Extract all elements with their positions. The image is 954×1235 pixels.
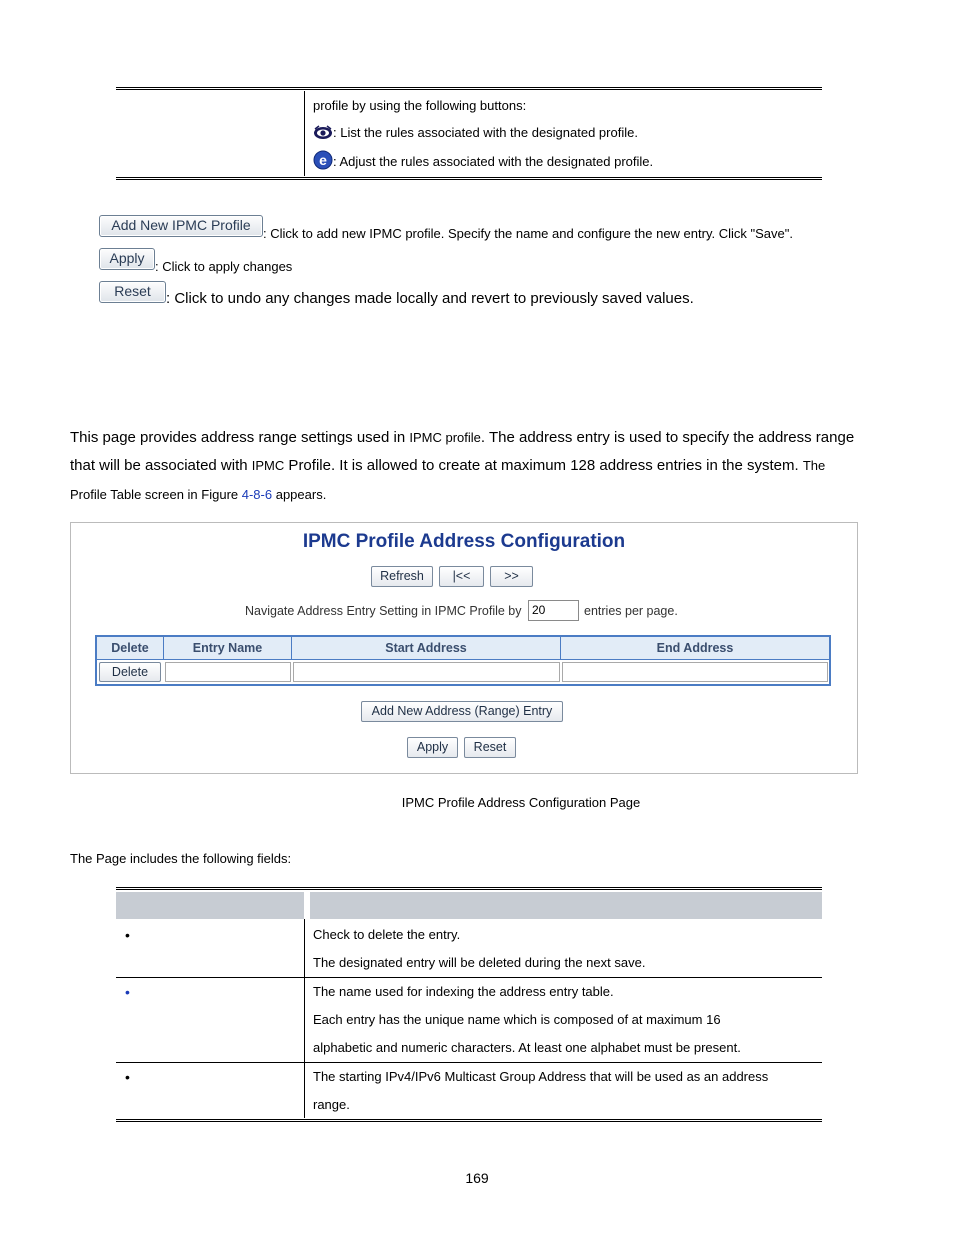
page-number: 169 bbox=[465, 1170, 489, 1186]
apply-button-image: Apply bbox=[99, 248, 155, 270]
edit-rules-row bbox=[313, 150, 653, 173]
column-header-start-address: Start Address bbox=[292, 637, 561, 659]
row-divider bbox=[116, 977, 822, 978]
row-bullet: • bbox=[125, 1069, 130, 1085]
table-top-rule bbox=[116, 87, 822, 90]
field-2-line-3: alphabetic and numeric characters. At least one alphabet must be present. bbox=[313, 1040, 741, 1055]
para-text: This page provides address range settings used in bbox=[70, 429, 410, 446]
apply-description: : Click to apply changes bbox=[155, 259, 293, 274]
top-table bbox=[116, 87, 822, 180]
para-text: The bbox=[802, 458, 826, 473]
column-header-delete: Delete bbox=[97, 637, 164, 659]
page-title: IPMC Profile Address Configuration bbox=[302, 531, 626, 552]
reset-button[interactable]: Reset bbox=[464, 737, 516, 758]
start-address-input[interactable] bbox=[293, 662, 560, 682]
entries-per-page-input[interactable]: 20 bbox=[528, 600, 579, 621]
header-divider bbox=[97, 659, 829, 660]
table-bottom-rule bbox=[116, 1119, 822, 1122]
svg-text:e: e bbox=[319, 152, 327, 168]
field-3-line-1: The starting IPv4/IPv6 Multicast Group Address that will be used as an address bbox=[313, 1069, 769, 1084]
reset-button-image: Reset bbox=[99, 281, 166, 303]
field-2-line-1: The name used for indexing the address entry table. bbox=[313, 984, 614, 999]
column-header-end-address: End Address bbox=[561, 637, 829, 659]
intro-paragraph-line-1 bbox=[70, 429, 854, 446]
entries-per-page-label: entries per page. bbox=[584, 604, 678, 618]
address-entry-table bbox=[95, 635, 831, 686]
column-divider bbox=[304, 91, 305, 176]
entry-name-input[interactable] bbox=[165, 662, 291, 682]
para-text: that will be associated with bbox=[70, 457, 252, 474]
row-divider bbox=[116, 1062, 822, 1063]
figure-link[interactable]: 4-8-6 bbox=[241, 487, 273, 502]
view-rules-text: : List the rules associated with the designated profile. bbox=[333, 125, 638, 140]
add-profile-description: : Click to add new IPMC profile. Specify the name and configure the new entry. Click "Save". bbox=[263, 226, 793, 241]
fields-table bbox=[116, 887, 822, 1122]
header-column-gap bbox=[304, 892, 310, 919]
edit-rules-text: : Adjust the rules associated with the designated profile. bbox=[333, 154, 654, 169]
para-text: Profile Table screen in Figure bbox=[70, 487, 242, 502]
table-bottom-rule bbox=[116, 177, 822, 180]
reset-description: : Click to undo any changes made locally and revert to previously saved values. bbox=[166, 290, 694, 307]
figure-caption: IPMC Profile Address Configuration Page bbox=[401, 795, 641, 810]
field-1-line-1: Check to delete the entry. bbox=[313, 927, 461, 942]
apply-button[interactable]: Apply bbox=[407, 737, 458, 758]
edit-e-icon bbox=[313, 150, 333, 173]
fields-intro: The Page includes the following fields: bbox=[70, 851, 292, 866]
field-1-line-2: The designated entry will be deleted during the next save. bbox=[313, 955, 646, 970]
add-new-ipmc-profile-button: Add New IPMC Profile bbox=[99, 215, 263, 237]
para-text: . The address entry is used to specify the address range bbox=[480, 429, 855, 446]
table-header-row bbox=[116, 892, 822, 919]
view-rules-row bbox=[313, 125, 638, 144]
field-3-line-2: range. bbox=[313, 1097, 350, 1112]
add-new-address-entry-button[interactable]: Add New Address (Range) Entry bbox=[361, 701, 563, 722]
next-page-button[interactable]: >> bbox=[490, 566, 533, 587]
ipmc-address-config-screenshot bbox=[70, 522, 858, 774]
eye-icon bbox=[313, 125, 333, 144]
intro-paragraph-line-3 bbox=[70, 487, 326, 502]
row-bullet: • bbox=[125, 984, 130, 1000]
row-delete-button[interactable]: Delete bbox=[99, 662, 161, 682]
navigate-label: Navigate Address Entry Setting in IPMC Profile by bbox=[245, 604, 522, 618]
end-address-input[interactable] bbox=[562, 662, 828, 682]
row-bullet: • bbox=[125, 927, 130, 943]
para-text: Profile. It is allowed to create at maximum 128 address entries in the system. bbox=[284, 457, 803, 474]
intro-paragraph-line-2 bbox=[70, 457, 825, 474]
refresh-button[interactable]: Refresh bbox=[371, 566, 433, 587]
column-header-entry-name: Entry Name bbox=[164, 637, 292, 659]
table-intro-text: profile by using the following buttons: bbox=[313, 98, 527, 113]
para-text: appears. bbox=[272, 487, 327, 502]
para-text: IPMC bbox=[251, 458, 285, 473]
table-top-rule bbox=[116, 887, 822, 890]
first-page-button[interactable]: |<< bbox=[439, 566, 484, 587]
column-divider bbox=[304, 919, 305, 1118]
field-2-line-2: Each entry has the unique name which is composed of at maximum 16 bbox=[313, 1012, 721, 1027]
para-text: IPMC profile bbox=[409, 430, 481, 445]
